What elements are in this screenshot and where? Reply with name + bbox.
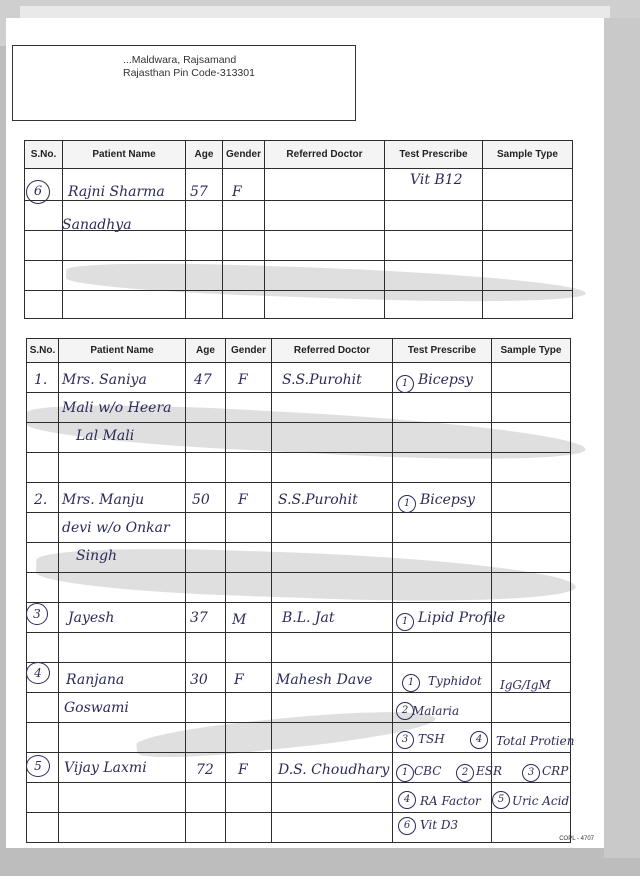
test-number-circle: 1 [396, 764, 414, 782]
referred-doctor: B.L. Jat [282, 610, 335, 626]
col-header-test-prescribe: Test Prescribe [385, 141, 483, 169]
serial-number: 2. [34, 492, 48, 508]
col-header-age: Age [186, 339, 226, 363]
test-prescribed: Uric Acid [512, 794, 570, 808]
test-prescribed: Vit B12 [410, 172, 463, 188]
table-row [27, 453, 571, 483]
col-header-age: Age [186, 141, 223, 169]
col-header-gender: Gender [226, 339, 272, 363]
form-code: COPL - 4707 [559, 836, 594, 842]
table-row [25, 261, 573, 291]
patient-name: Jayesh [68, 610, 115, 626]
col-header-referred-doctor: Referred Doctor [265, 141, 385, 169]
test-number-circle: 1 [396, 613, 414, 631]
test-number-circle: 1 [402, 674, 420, 692]
patient-gender: F [232, 184, 242, 200]
serial-circle: 3 [26, 603, 48, 625]
serial-circle: 6 [26, 180, 50, 204]
address-line-2: Rajasthan Pin Code-313301 [123, 67, 255, 79]
test-prescribed: Bicepsy [420, 492, 475, 508]
test-prescribed: Typhidot [428, 674, 482, 688]
referred-doctor: S.S.Purohit [282, 372, 362, 388]
serial-circle: 5 [26, 755, 50, 777]
table-row [27, 573, 571, 603]
patient-age: 57 [190, 184, 208, 200]
patient-name-cont: Lal Mali [76, 428, 135, 444]
table-header-row [27, 339, 571, 363]
col-header-sample-type: Sample Type [483, 141, 573, 169]
patient-name-cont: Sanadhya [62, 217, 132, 233]
table-row [25, 291, 573, 319]
serial-number: 1. [34, 372, 48, 388]
test-number-circle: 4 [470, 731, 488, 749]
col-header-gender: Gender [223, 141, 265, 169]
col-header-test-prescribe: Test Prescribe [393, 339, 492, 363]
patient-name-cont: devi w/o Onkar [62, 520, 170, 536]
referred-doctor: D.S. Choudhary [278, 762, 390, 778]
table-row [27, 723, 571, 753]
patient-name: Ranjana [66, 672, 125, 688]
test-number-circle: 2 [456, 764, 474, 782]
patient-name: Rajni Sharma [68, 184, 165, 200]
patient-gender: M [232, 612, 247, 628]
patient-name: Mrs. Saniya [62, 372, 147, 388]
patient-age: 47 [194, 372, 212, 388]
patient-age: 37 [190, 610, 208, 626]
patient-name-cont: Singh [76, 548, 118, 564]
address-line-1: ...Maldwara, Rajsamand [123, 54, 237, 66]
patient-gender: F [238, 372, 248, 388]
test-prescribed: CRP [542, 764, 569, 778]
test-prescribed: Bicepsy [418, 372, 473, 388]
test-prescribed: ESR [476, 764, 503, 778]
col-header-sample-type: Sample Type [492, 339, 571, 363]
test-prescribed: Total Protien [496, 734, 575, 748]
col-header-patient-name: Patient Name [59, 339, 186, 363]
sample-type: IgG/IgM [500, 678, 551, 692]
table-header-row [25, 141, 573, 169]
col-header-sno: S.No. [25, 141, 63, 169]
test-number-circle: 4 [398, 791, 416, 809]
referred-doctor: S.S.Purohit [278, 492, 358, 508]
col-header-sno: S.No. [27, 339, 59, 363]
patient-name-cont: Goswami [64, 700, 129, 716]
test-number-circle: 5 [492, 791, 510, 809]
patient-name: Mrs. Manju [62, 492, 145, 508]
test-prescribed: RA Factor [420, 794, 481, 808]
table-row [25, 231, 573, 261]
patient-gender: F [238, 762, 248, 778]
scan-right-edge [604, 18, 640, 858]
patient-age: 50 [192, 492, 210, 508]
test-number-circle: 3 [522, 764, 540, 782]
patient-age: 30 [190, 672, 208, 688]
test-number-circle: 6 [398, 817, 416, 835]
test-number-circle: 3 [396, 731, 414, 749]
test-prescribed: CBC [414, 764, 442, 778]
patient-age: 72 [196, 762, 214, 778]
col-header-referred-doctor: Referred Doctor [272, 339, 393, 363]
test-prescribed: TSH [418, 732, 445, 746]
patient-gender: F [234, 672, 244, 688]
col-header-patient-name: Patient Name [63, 141, 186, 169]
test-prescribed: Malaria [412, 704, 460, 718]
test-number-circle: 1 [398, 495, 416, 513]
table-row [27, 813, 571, 843]
test-number-circle: 2 [396, 702, 414, 720]
patient-gender: F [238, 492, 248, 508]
table-row [27, 633, 571, 663]
table-row [27, 783, 571, 813]
test-prescribed: Lipid Profile [418, 610, 506, 626]
test-prescribed: Vit D3 [420, 818, 459, 832]
patient-name: Vijay Laxmi [64, 760, 147, 776]
test-number-circle: 1 [396, 375, 414, 393]
patient-name-cont: Mali w/o Heera [62, 400, 172, 416]
address-box [12, 45, 356, 121]
referred-doctor: Mahesh Dave [276, 672, 373, 688]
serial-circle: 4 [26, 662, 50, 684]
